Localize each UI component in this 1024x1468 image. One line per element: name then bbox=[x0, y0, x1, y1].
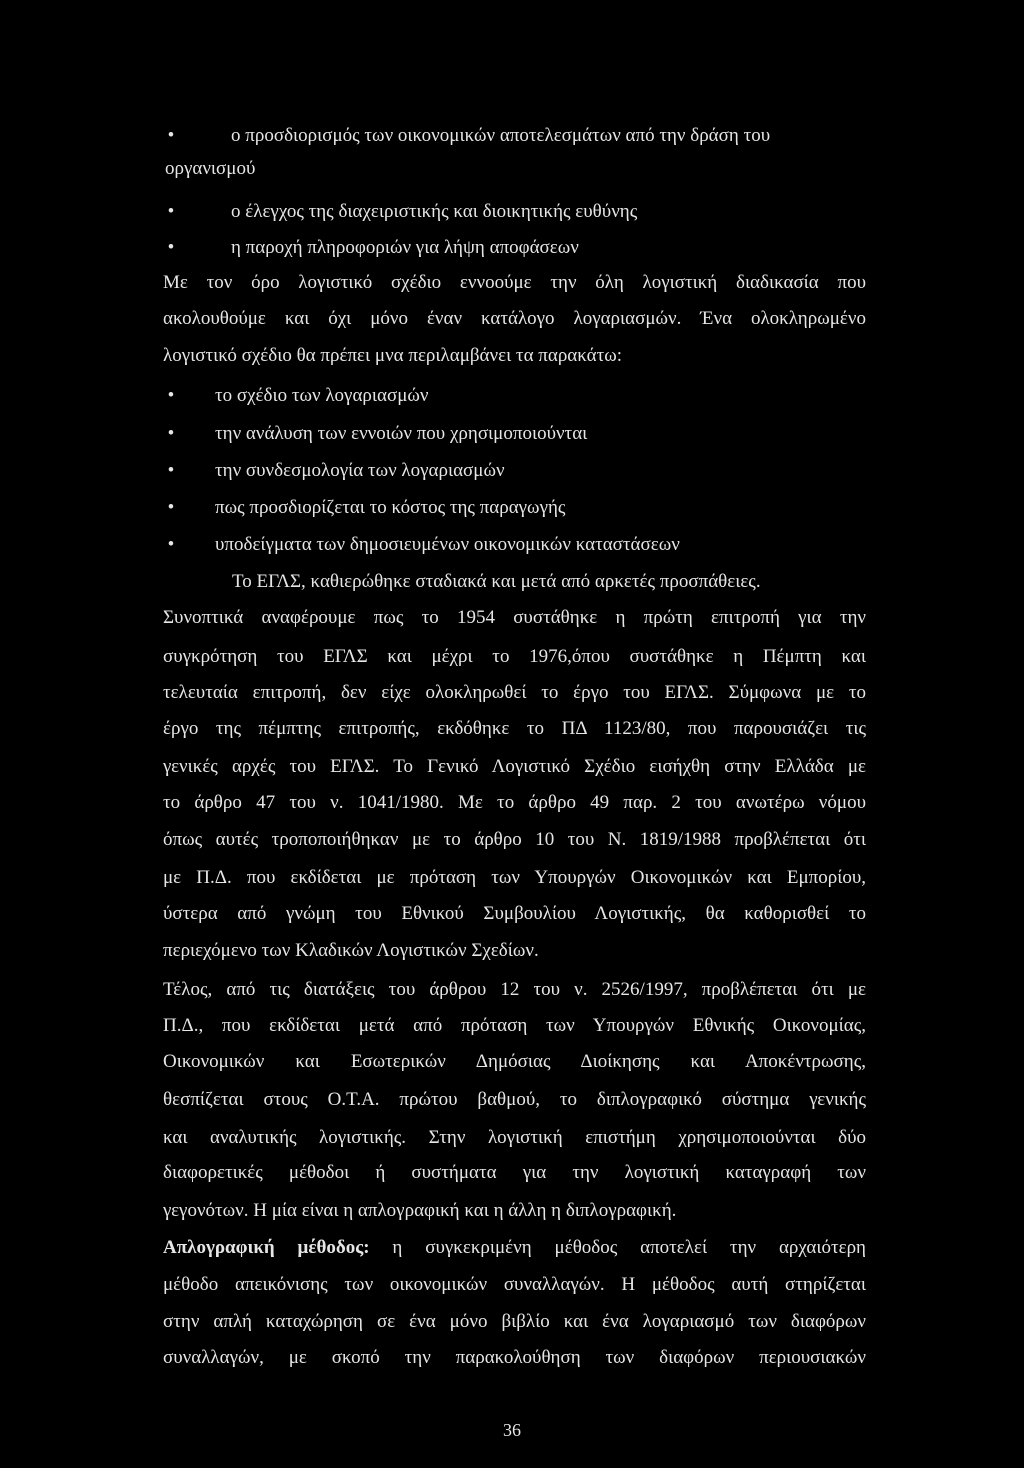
text-line: συγκρότηση του ΕΓΛΣ και μέχρι το 1976,όπου συστάθηκε η Πέμπτη και bbox=[163, 646, 866, 667]
text-line: έργο της πέμπτης επιτροπής, εκδόθηκε το ΠΔ 1123/80, που παρουσιάζει τις bbox=[163, 718, 866, 739]
page-number: 36 bbox=[503, 1420, 521, 1440]
text-line: Τέλος, από τις διατάξεις του άρθρου 12 του ν. 2526/1997, προβλέπεται ότι με bbox=[163, 979, 866, 1000]
text-line: Απλογραφική μέθοδος: η συγκεκριμένη μέθοδος αποτελεί την αρχαιότερη bbox=[163, 1237, 866, 1258]
text-line: τελευταία επιτροπή, δεν είχε ολοκληρωθεί το έργο του ΕΓΛΣ. Σύμφωνα με το bbox=[163, 682, 866, 703]
bullet-icon: • bbox=[167, 201, 175, 222]
text-line: μέθοδο απεικόνισης των οικονομικών συναλλαγών. Η μέθοδος αυτή στηρίζεται bbox=[163, 1274, 866, 1295]
text-line: θεσπίζεται στους Ο.Τ.Α. πρώτου βαθμού, το διπλογραφικό σύστημα γενικής bbox=[163, 1089, 866, 1110]
text-line: Οικονομικών και Εσωτερικών Δημόσιας Διοίκησης και Αποκέντρωσης, bbox=[163, 1051, 866, 1072]
bullet-icon: • bbox=[167, 497, 175, 518]
document-page: • ο προσδιορισμός των οικονομικών αποτελεσμάτων από την δράση του οργανισμού • ο έλεγχος της διαχειριστικής και διοικητικής ευθύνης • η παροχή πληροφοριών για λήψη αποφάσεων Με τον όρο λογιστικό σχέδιο εννοούμε την όλη λογιστική διαδικασία που ακολουθούμε και όχι μόνο έναν κατάλογο λογαριασμών. Ένα ολοκληρωμένο λογιστικό σχέδιο θα πρέπει μνα περιλαμβάνει τα παρακάτω: • το σχέδιο των λογαριασμών • την ανάλυση των εννοιών που χρησιμοποιούνται • την συνδεσμολογία των λογαριασμών • πως προσδιορίζεται το κόστος της παραγωγής • υποδείγματα των δημοσιευμένων οικονομικών καταστάσεων Το ΕΓΛΣ, καθιερώθηκε σταδιακά και μετά από αρκετές προσπάθειες. Συνοπτικά αναφέρουμε πως το 1954 συστάθηκε η πρώτη επιτροπή για την συγκρότηση του ΕΓΛΣ και μέχρι το 1976,όπου συστάθηκε η Πέμπτη και τελευταία επιτροπή, δεν είχε ολοκληρωθεί το έργο του ΕΓΛΣ. Σύμφωνα με το έργο της πέμπτης επιτροπής, εκδόθηκε το ΠΔ 1123/80, που παρουσιάζει τις γενικές αρχές του ΕΓΛΣ. Το Γενικό Λογιστικό Σχέδιο εισήχθη στην Ελλάδα με το άρθρο 47 του ν. 1041/1980. Με το άρθρο 49 παρ. 2 του ανωτέρω νόμου όπως αυτές τροποποιήθηκαν με το άρθρο 10 του Ν. 1819/1988 προβλέπεται ότι με Π.Δ. που εκδίδεται με πρόταση των Υπουργών Οικονομικών και Εμπορίου, ύστερα από γνώμη του Εθνικού Συμβουλίου Λογιστικής, θα καθορισθεί το περιεχόμενο των Κλαδικών Λογιστικών Σχεδίων. Τέλος, από τις διατάξεις του άρθρου 12 του ν. 2526/1997, προβλέπεται ότι με Π.Δ., που εκδίδεται μετά από πρόταση των Υπουργών Εθνικής Οικονομίας, Οικονομικών και Εσωτερικών Δημόσιας Διοίκησης και Αποκέντρωσης, θεσπίζεται στους Ο.Τ.Α. πρώτου βαθμού, το διπλογραφικό σύστημα γενικής και αναλυτικής λογιστικής. Στην λογιστική επιστήμη χρησιμοποιούνται δύο διαφορετικές μέθοδοι ή συστήματα για την λογιστική καταγραφή των γεγονότων. Η μία είναι η απλογραφική και η άλλη η διπλογραφική. Απλογραφική μέθοδος: η συγκεκριμένη μέθοδος αποτελεί την αρχαιότερη μέθοδο απεικόνισης των οικονομικών συναλλαγών. Η μέθοδος αυτή στηρίζεται στην απλή καταχώρηση σε ένα μόνο βιβλίο και ένα λογαριασμό των διαφόρων συναλλαγών, με σκοπό την παρακολούθηση των διαφόρων περιουσιακών 36 bbox=[0, 0, 1024, 1468]
text-line: όπως αυτές τροποποιήθηκαν με το άρθρο 10 του Ν. 1819/1988 προβλέπεται ότι bbox=[163, 829, 866, 850]
bullet-icon: • bbox=[167, 460, 175, 481]
text-line: με Π.Δ. που εκδίδεται με πρόταση των Υπουργών Οικονομικών και Εμπορίου, bbox=[163, 867, 866, 888]
text-line: Π.Δ., που εκδίδεται μετά από πρόταση των Υπουργών Εθνικής Οικονομίας, bbox=[163, 1015, 866, 1036]
text-line: το άρθρο 47 του ν. 1041/1980. Με το άρθρο 49 παρ. 2 του ανωτέρω νόμου bbox=[163, 792, 866, 813]
text-line: και αναλυτικής λογιστικής. Στην λογιστική επιστήμη χρησιμοποιούνται δύο bbox=[163, 1127, 866, 1148]
text-line: συναλλαγών, με σκοπό την παρακολούθηση των διαφόρων περιουσιακών bbox=[163, 1347, 866, 1368]
text-line: γενικές αρχές του ΕΓΛΣ. Το Γενικό Λογιστικό Σχέδιο εισήχθη στην Ελλάδα με bbox=[163, 756, 866, 777]
text-line: γεγονότων. Η μία είναι η απλογραφική και η άλλη η διπλογραφική. bbox=[163, 1200, 677, 1221]
bullet-icon: • bbox=[167, 237, 175, 258]
text-line: οργανισμού bbox=[165, 158, 256, 179]
text-line: περιεχόμενο των Κλαδικών Λογιστικών Σχεδίων. bbox=[163, 940, 539, 961]
text-line: στην απλή καταχώρηση σε ένα μόνο βιβλίο και ένα λογαριασμό των διαφόρων bbox=[163, 1311, 866, 1332]
text-line: ύστερα από γνώμη του Εθνικού Συμβουλίου Λογιστικής, θα καθορισθεί το bbox=[163, 903, 866, 924]
text-line: ακολουθούμε και όχι μόνο έναν κατάλογο λογαριασμών. Ένα ολοκληρωμένο bbox=[163, 308, 866, 329]
bullet-icon: • bbox=[167, 423, 175, 444]
term-heading: Απλογραφική μέθοδος: bbox=[163, 1237, 370, 1258]
text-line: διαφορετικές μέθοδοι ή συστήματα για την λογιστική καταγραφή των bbox=[163, 1162, 866, 1183]
text-line: Το ΕΓΛΣ, καθιερώθηκε σταδιακά και μετά από αρκετές προσπάθειες. bbox=[232, 571, 761, 592]
text-line: Με τον όρο λογιστικό σχέδιο εννοούμε την όλη λογιστική διαδικασία που bbox=[163, 272, 866, 293]
text-line: Συνοπτικά αναφέρουμε πως το 1954 συστάθηκε η πρώτη επιτροπή για την bbox=[163, 607, 866, 628]
bullet-icon: • bbox=[167, 534, 175, 555]
bullet-icon: • bbox=[167, 125, 175, 146]
bullet-icon: • bbox=[167, 385, 175, 406]
text-line: λογιστικό σχέδιο θα πρέπει μνα περιλαμβάνει τα παρακάτω: bbox=[163, 345, 623, 366]
